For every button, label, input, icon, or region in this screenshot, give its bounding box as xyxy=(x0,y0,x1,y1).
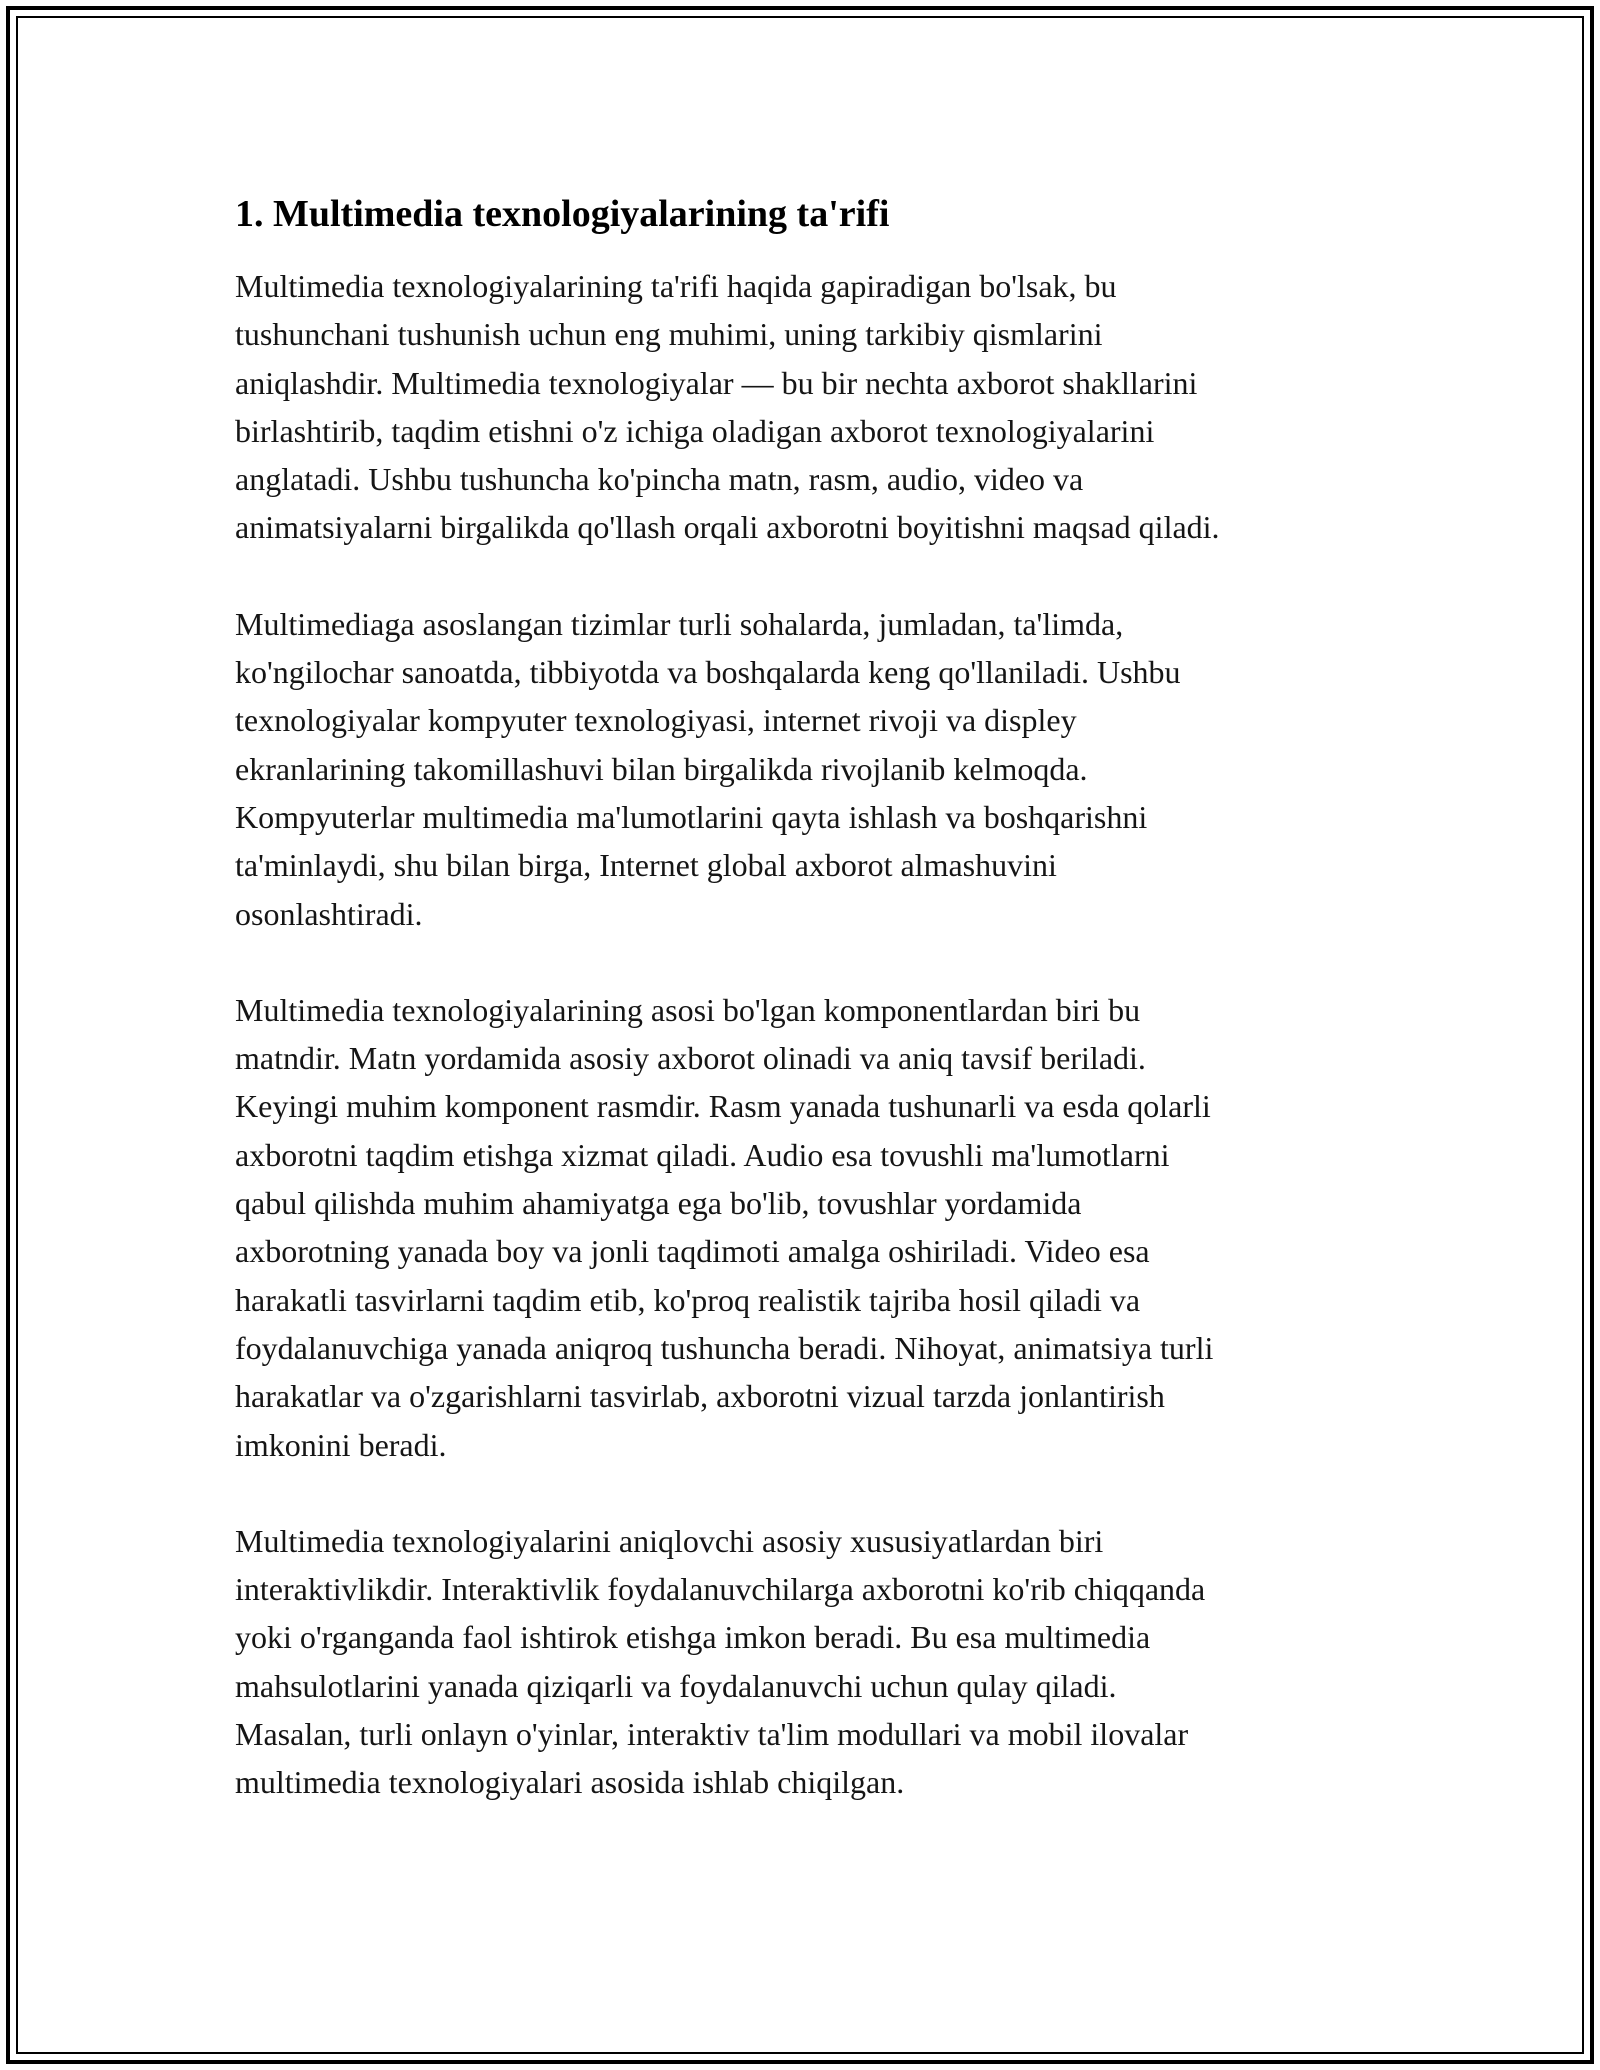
paragraph-definition: Multimedia texnologiyalarining ta'rifi haqida gapiradigan bo'lsak, bu tushunchani tushunish uchun eng muhimi, uning tarkibiy qismlarini aniqlashdir. Multimedia texnologiyalar — bu bir nechta axborot shakllarini birlashtirib, taqdim etishni o'z ichiga oladigan axborot texnologiyalarini anglatadi. Ushbu tushuncha ko'pincha matn, rasm, audio, video va animatsiyalarni birgalikda qo'llash orqali axborotni boyitishni maqsad qiladi. xyxy=(235,268,1220,546)
paragraph-components: Multimedia texnologiyalarining asosi bo'lgan komponentlardan biri bu matndir. Matn yordamida asosiy axborot olinadi va aniq tavsif beriladi. Keyingi muhim komponent rasmdir. Rasm yanada tushunarli va esda qolarli axborotni taqdim etishga xizmat qiladi. Audio esa tovushli ma'lumotlarni qabul qilishda muhim ahamiyatga ega bo'lib, tovushlar yordamida axborotning yanada boy va jonli taqdimoti amalga oshiriladi. Video esa harakatli tasvirlarni taqdim etib, ko'proq realistik tajriba hosil qiladi va foydalanuvchiga yanada aniqroq tushuncha beradi. Nihoyat, animatsiya turli harakatlar va o'zgarishlarni tasvirlab, axborotni vizual tarzda jonlantirish imkonini beradi. xyxy=(235,991,1214,1463)
document-body xyxy=(235,186,1380,1855)
section-heading: 1. Multimedia texnologiyalarining ta'rifi xyxy=(235,193,890,235)
paragraph-applications: Multimediaga asoslangan tizimlar turli sohalarda, jumladan, ta'limda, ko'ngilochar sanoatda, tibbiyotda va boshqalarda keng qo'llaniladi. Ushbu texnologiyalar kompyuter texnologiyasi, internet rivoji va displey ekranlarining takomillashuvi bilan birgalikda rivojlanib kelmoqda. Kompyuterlar multimedia ma'lumotlarini qayta ishlash va boshqarishni ta'minlaydi, shu bilan birga, Internet global axborot almashuvini osonlashtiradi. xyxy=(235,605,1181,932)
paragraph-interactivity: Multimedia texnologiyalarini aniqlovchi asosiy xususiyatlardan biri interaktivlikdir. Interaktivlik foydalanuvchilarga axborotni ko'rib chiqqanda yoki o'rganganda faol ishtirok etishga imkon beradi. Bu esa multimedia mahsulotlarini yanada qiziqarli va foydalanuvchi uchun qulay qiladi. Masalan, turli onlayn o'yinlar, interaktiv ta'lim modullari va mobil ilovalar multimedia texnologiyalari asosida ishlab chiqilgan. xyxy=(235,1522,1206,1801)
